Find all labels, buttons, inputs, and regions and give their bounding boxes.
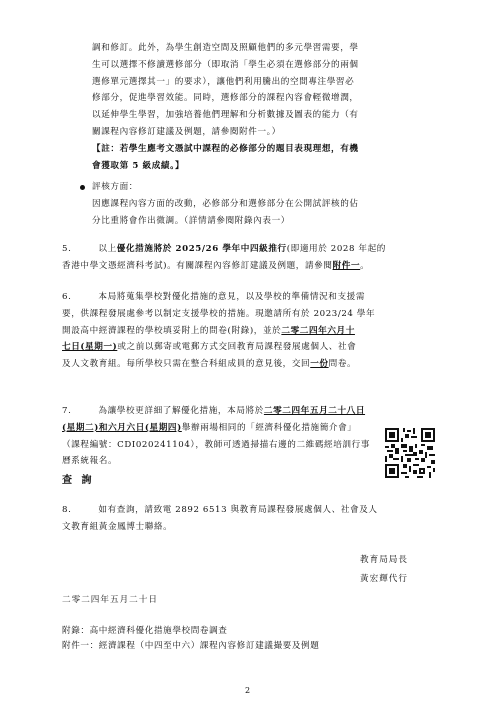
section-heading-enquiry: 查 詢 xyxy=(62,475,95,486)
one-copy-emphasis: 一份 xyxy=(310,359,329,370)
text-span: 或之前以郵寄或電郵方式交回教育局課程發展處個人、社會 xyxy=(117,342,357,353)
text-span: 及人文教育組。每所學校只需在整合科組成員的意見後，交回 xyxy=(62,359,311,370)
paragraph-8 xyxy=(62,502,378,536)
text-line: 選修單元選擇其一」的要求），讓他們利用騰出的空間專注學習必 xyxy=(92,76,355,87)
text-span: (即適用於 2028 年起的 xyxy=(286,244,386,254)
note-line: 會獲取第 5 級成績。】 xyxy=(92,160,185,171)
text-span: 如有查詢，請致電 2892 6513 與教育局課程發展處個人、社會及人 xyxy=(98,505,378,515)
page-number: 2 xyxy=(245,686,251,695)
bullet-assessment xyxy=(92,179,359,229)
deadline-date: 七日(星期一) xyxy=(62,342,118,353)
text-line: 要，供課程發展處參考以制定支援學校的措施。現邀請所有於 2023/24 學年 xyxy=(62,308,376,319)
text-line: 關課程內容修訂建議及例題，請參閱附件一。） xyxy=(92,126,281,137)
annex-link[interactable]: 附件一 xyxy=(332,260,361,271)
attachment-item: 附錄：高中經濟科優化措施學校問卷調查 xyxy=(62,626,228,636)
text-line: 因應課程內容方面的改動，必修部分和選修部分在公開試評核的佔 xyxy=(92,198,359,209)
paragraph-6 xyxy=(62,289,375,373)
text-line: 分比重將會作出微調。（詳情請參閱附錄內表一） xyxy=(92,215,290,226)
qr-code-icon[interactable] xyxy=(385,428,435,478)
text-span: 為讓學校更詳細了解優化措施，本局將於 xyxy=(98,406,264,416)
text-line: 文教育組黃金鳳博士聯絡。 xyxy=(62,521,173,532)
implementation-highlight: 優化措施將於 2025/26 學年中四級推行 xyxy=(116,244,287,254)
signature-title: 教育局局長 xyxy=(360,555,408,565)
text-line: 調和修訂。此外，為學生創造空間及照顧他們的多元學習需要，學 xyxy=(92,43,359,53)
text-span: 。 xyxy=(360,260,370,271)
paragraph-number: 6. xyxy=(62,292,72,302)
session-date: 二零二四年五月二十八日 xyxy=(263,406,366,416)
letter-date: 二零二四年五月二十日 xyxy=(62,595,158,605)
paragraph-number: 8. xyxy=(62,505,72,515)
text-line: 修部分，促進學習效能。同時，選修部分的課程內容會輕微增潤， xyxy=(92,93,359,104)
deadline-date: 二零二四年六月十 xyxy=(281,325,355,336)
session-date: (星期二)和六月六日(星期四) xyxy=(62,422,182,433)
paragraph-curriculum-revision xyxy=(92,40,359,174)
text-line: 生可以選擇不修讀選修部分（即取消「學生必須在選修部分的兩個 xyxy=(92,59,359,70)
paragraph-7 xyxy=(62,403,370,470)
text-line: 曆系統報名。 xyxy=(62,456,118,467)
note-line: 【註：若學生應考文憑試中課程的必修部分的題目表現理想，有機 xyxy=(92,143,359,154)
text-span: 舉辦兩場相同的「經濟科優化措施簡介會」 xyxy=(181,422,357,433)
text-line: （課程編號：CDI020241104），教師可透過掃描右邊的二維碼經培訓行事 xyxy=(62,439,371,450)
text-span: 開設高中經濟課程的學校填妥附上的問卷(附錄)，並於 xyxy=(62,325,282,336)
attachments-list xyxy=(62,624,319,654)
bullet-title: 評核方面： xyxy=(92,182,138,192)
signature-name: 黃宏輝代行 xyxy=(360,574,408,584)
text-line: 以延伸學生學習，加強培養他們理解和分析數據及圖表的能力（有 xyxy=(92,110,359,121)
paragraph-5 xyxy=(62,241,386,275)
bullet-icon xyxy=(80,185,85,190)
attachment-item: 附件一：經濟課程（中四至中六）課程內容修訂建議撮要及例題 xyxy=(62,641,320,651)
text-span: 香港中學文憑經濟科考試)。有關課程內容修訂建議及例題，請參閱 xyxy=(62,260,333,271)
paragraph-number: 5. xyxy=(62,244,72,254)
paragraph-number: 7. xyxy=(62,406,72,416)
text-span: 以上 xyxy=(98,244,117,254)
text-span: 本局將蒐集學校對優化措施的意見，以及學校的準備情況和支援需 xyxy=(98,292,366,302)
text-span: 問卷。 xyxy=(328,359,357,370)
